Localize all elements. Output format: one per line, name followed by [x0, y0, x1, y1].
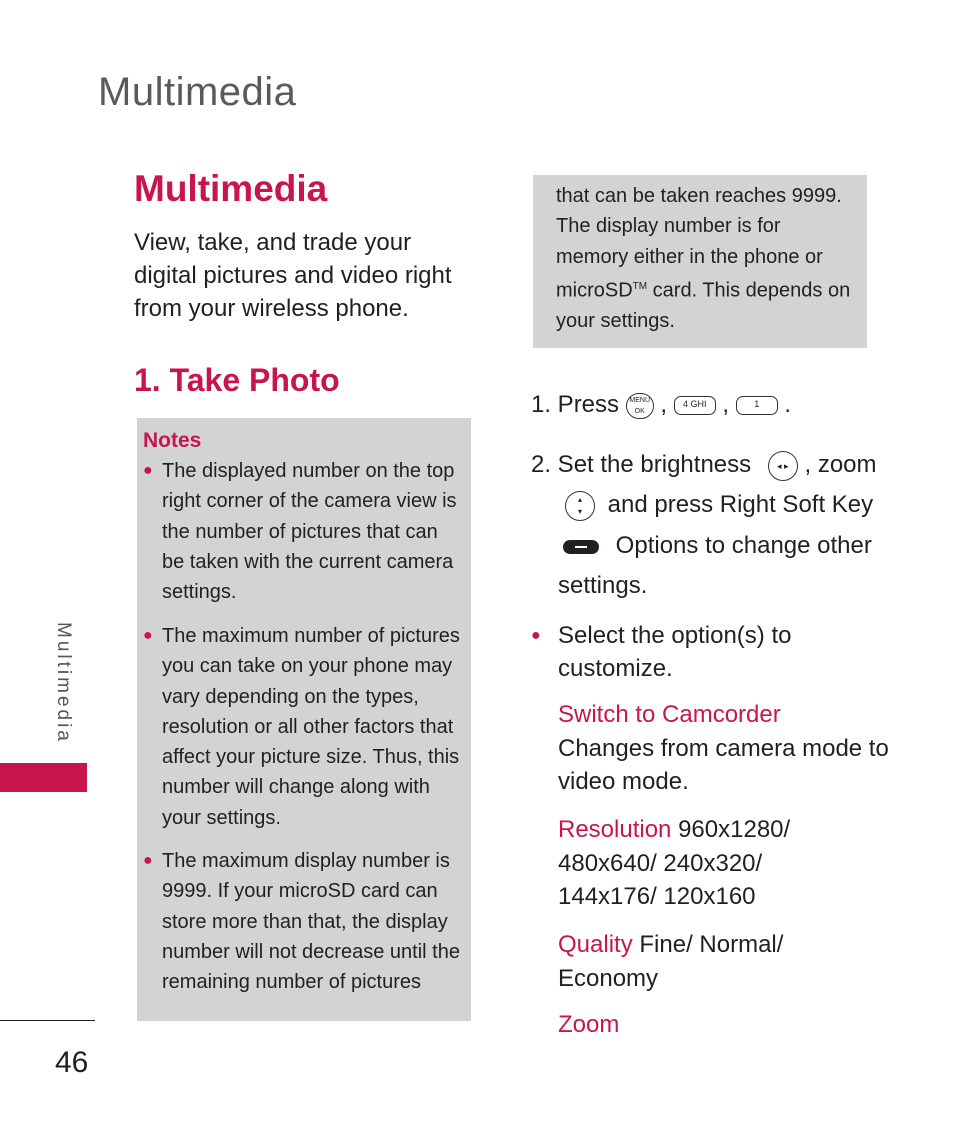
footer-rule — [0, 1020, 95, 1021]
page-header-title: Multimedia — [98, 70, 297, 114]
notes-heading: Notes — [143, 429, 202, 452]
section-intro: View, take, and trade your digital pictures and video right from your wireless phone. — [134, 229, 452, 322]
note-item — [143, 456, 461, 607]
bullet-icon: ● — [143, 627, 153, 644]
key-1-icon: 1 — [736, 396, 778, 415]
step-2-line-4: settings. — [558, 572, 648, 599]
section-title: Multimedia — [134, 168, 328, 209]
step-2-line-2: ▴ ▾ and press Right Soft Key — [565, 488, 873, 521]
bullet-icon: ● — [143, 462, 153, 479]
nav-left-right-icon: ◂ ▸ — [768, 451, 798, 481]
note-item — [143, 846, 461, 997]
notes-continued-text: that can be taken reaches 9999. The display number is for memory either in the phone or microSD™ card. This depends on your settings. — [556, 185, 851, 332]
option-quality: Quality Fine/ Normal/ Economy — [558, 931, 784, 992]
option-zoom: Zoom — [558, 1011, 620, 1038]
option-switch-camcorder: Switch to Camcorder Changes from camera mode to video mode. — [558, 701, 889, 795]
sidebar-tab-marker — [0, 763, 87, 792]
nav-up-down-icon: ▴ ▾ — [565, 491, 595, 521]
step-2-line-3: Options to change other — [563, 529, 872, 562]
bullet-icon: ● — [143, 852, 153, 869]
note-text: The displayed number on the top right corner of the camera view is the number of pictures that can be taken with the current camera settings. — [162, 460, 457, 604]
menu-ok-key-icon: MENU OK — [626, 393, 654, 419]
page-number: 46 — [55, 1046, 89, 1079]
note-item — [143, 621, 461, 833]
option-bullet: ● Select the option(s) to customize. — [531, 619, 851, 685]
option-resolution: Resolution 960x1280/ 480x640/ 240x320/ 144x176/ 120x160 — [558, 816, 791, 910]
step-1: 1. Press MENU OK , 4 GHI , 1 . — [531, 391, 792, 418]
subsection-title: 1. Take Photo — [134, 362, 340, 398]
note-text: The maximum display number is 9999. If your microSD card can store more than that, the display number will not decrease until the remaining number of pictures — [162, 850, 460, 994]
bullet-icon: ● — [531, 627, 541, 644]
right-soft-key-icon — [563, 540, 599, 554]
note-text: The maximum number of pictures you can take on your phone may vary depending on the types, resolution or all other factors that affect your picture size. Thus, this number will change along with your settings. — [162, 625, 460, 829]
sidebar-label: Multimedia — [53, 622, 74, 744]
step-2-line-1: 2. Set the brightness ◂ ▸ , zoom — [531, 448, 877, 481]
key-4-icon: 4 GHI — [674, 396, 716, 415]
